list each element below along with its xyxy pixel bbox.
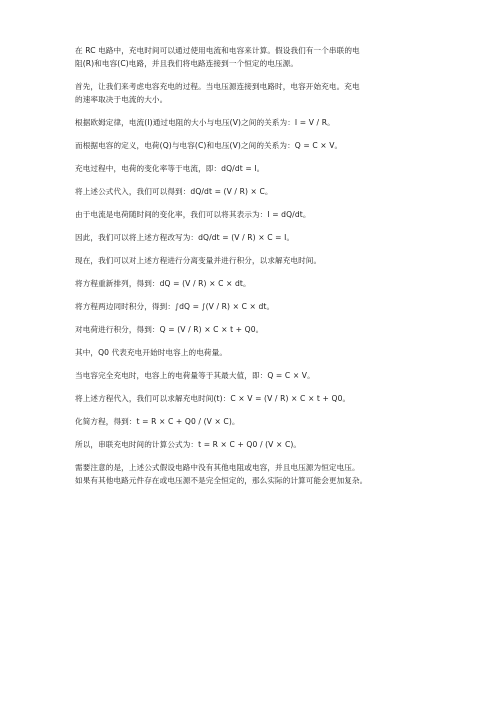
paragraph-simplify bbox=[75, 415, 475, 428]
paragraph-separation bbox=[75, 254, 475, 267]
paragraph-substitution bbox=[75, 185, 475, 198]
paragraph-q0 bbox=[75, 346, 475, 359]
paragraph-rearrange bbox=[75, 277, 475, 290]
text-line: 需要注意的是，上述公式假设电路中没有其他电阻或电容，并且电压源为恒定电压。 bbox=[75, 463, 360, 472]
paragraph-intro bbox=[75, 44, 475, 70]
text-line: 而根据电容的定义，电荷(Q)与电容(C)和电压(V)之间的关系为：Q = C × V。 bbox=[75, 141, 343, 150]
paragraph-capacitance-definition bbox=[75, 139, 475, 152]
paragraph-rewrite bbox=[75, 231, 475, 244]
text-line: 的速率取决于电流的大小。 bbox=[75, 95, 168, 104]
text-line: 将上述方程代入，我们可以求解充电时间(t)：C × V = (V / R) × C × t + Q0。 bbox=[75, 394, 351, 403]
text-line: 将方程两边同时积分，得到：∫dQ = ∫(V / R) × C × dt。 bbox=[75, 302, 275, 311]
text-line: 因此，我们可以将上述方程改写为：dQ/dt = (V / R) × C = I。 bbox=[75, 233, 295, 242]
paragraph-formula bbox=[75, 438, 475, 451]
paragraph-full-charge bbox=[75, 369, 475, 382]
text-line: 现在，我们可以对上述方程进行分离变量并进行积分，以求解充电时间。 bbox=[75, 256, 322, 265]
text-line: 根据欧姆定律，电流(I)通过电阻的大小与电压(V)之间的关系为：I = V / R。 bbox=[75, 118, 335, 127]
text-line: 将方程重新排列，得到：dQ = (V / R) × C × dt。 bbox=[75, 279, 251, 288]
text-line: 其中，Q0 代表充电开始时电容上的电荷量。 bbox=[75, 348, 228, 357]
paragraph-ohms-law bbox=[75, 116, 475, 129]
text-line: 由于电流是电荷随时间的变化率，我们可以将其表示为：I = dQ/dt。 bbox=[75, 210, 311, 219]
paragraph-integrate bbox=[75, 300, 475, 313]
text-line: 充电过程中，电荷的变化率等于电流，即：dQ/dt = I。 bbox=[75, 164, 265, 173]
paragraph-charging-process bbox=[75, 80, 475, 106]
paragraph-integrate-charge bbox=[75, 323, 475, 336]
text-line: 对电荷进行积分，得到：Q = (V / R) × C × t + Q0。 bbox=[75, 325, 264, 334]
document-page bbox=[75, 44, 475, 487]
text-line: 将上述公式代入，我们可以得到：dQ/dt = (V / R) × C。 bbox=[75, 187, 273, 196]
text-line: 在 RC 电路中，充电时间可以通过使用电流和电容来计算。假设我们有一个串联的电 bbox=[75, 46, 360, 55]
text-line: 当电容完全充电时，电容上的电荷量等于其最大值，即：Q = C × V。 bbox=[75, 371, 315, 380]
paragraph-current-rate bbox=[75, 208, 475, 221]
text-line: 化简方程，得到：t = R × C + Q0 / (V × C)。 bbox=[75, 417, 240, 426]
paragraph-note bbox=[75, 461, 475, 487]
text-line: 所以，串联充电时间的计算公式为：t = R × C + Q0 / (V × C)。 bbox=[75, 440, 302, 449]
text-line: 阻(R)和电容(C)电路，并且我们将电路连接到一个恒定的电压源。 bbox=[75, 59, 299, 68]
text-line: 首先，让我们来考虑电容充电的过程。当电压源连接到电路时，电容开始充电。充电 bbox=[75, 82, 360, 91]
text-line: 如果有其他电路元件存在或电压源不是完全恒定的，那么实际的计算可能会更加复杂。 bbox=[75, 476, 368, 485]
paragraph-solve-time bbox=[75, 392, 475, 405]
paragraph-charge-rate bbox=[75, 162, 475, 175]
